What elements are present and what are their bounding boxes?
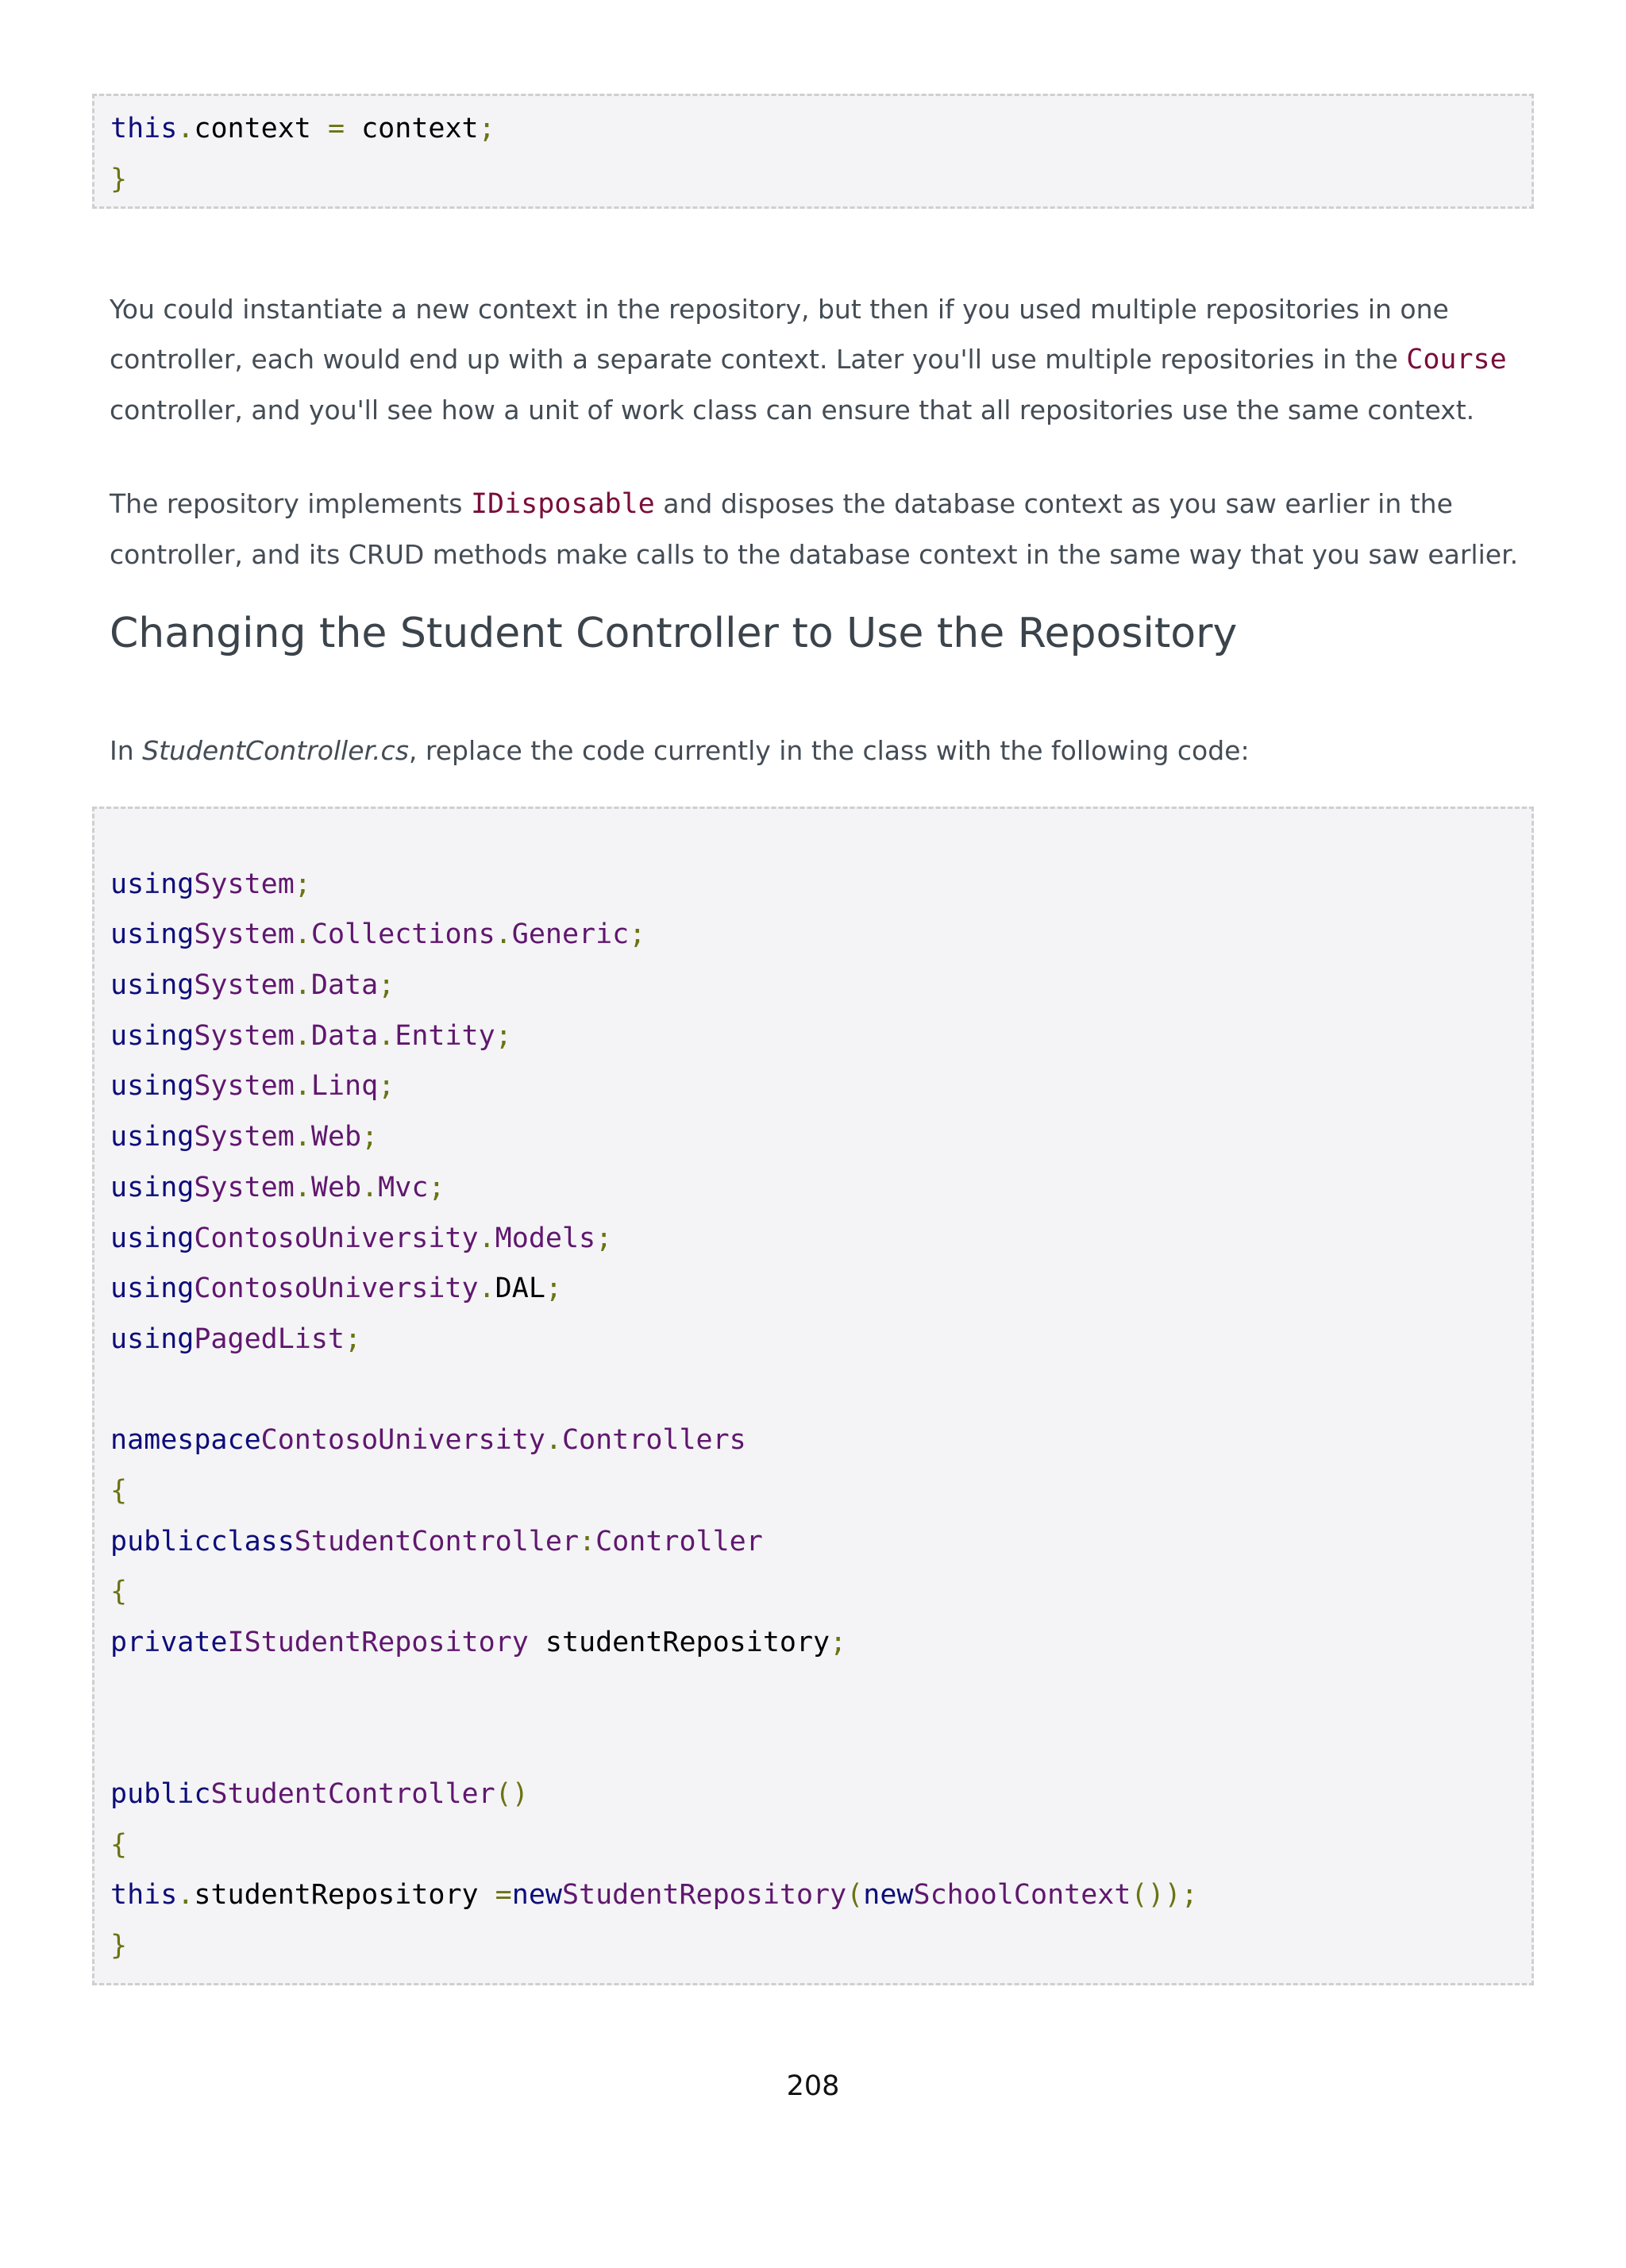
paragraph-text: and disposes the database context as you saw earlier in the controller, and its CRUD methods make calls to the database context in the same way that you saw earlier. bbox=[110, 488, 1519, 570]
code-token: = bbox=[327, 113, 345, 144]
code-line bbox=[110, 1264, 1532, 1315]
code-token: System bbox=[194, 868, 295, 900]
paragraph-text: The repository implements bbox=[110, 488, 471, 519]
code-token: StudentRepository bbox=[561, 1879, 847, 1912]
code-token: using bbox=[110, 969, 195, 1002]
code-line bbox=[110, 155, 1532, 206]
code-token: using bbox=[110, 1019, 195, 1052]
code-token: System bbox=[194, 1171, 295, 1203]
code-token: () bbox=[495, 1778, 529, 1811]
code-line bbox=[110, 1567, 1532, 1618]
code-token: { bbox=[110, 1576, 128, 1608]
code-token: { bbox=[110, 1474, 128, 1507]
code-token: using bbox=[110, 1121, 195, 1153]
code-token: studentRepository bbox=[528, 1627, 830, 1658]
code-line bbox=[110, 860, 1532, 911]
code-line bbox=[110, 1214, 1532, 1265]
inline-code-course: Course bbox=[1406, 344, 1507, 375]
code-token: IStudentRepository bbox=[227, 1627, 529, 1658]
code-token: this bbox=[110, 1879, 178, 1912]
paragraph-text: In bbox=[110, 735, 143, 766]
code-token: Mvc bbox=[378, 1171, 429, 1203]
code-token: DAL bbox=[495, 1273, 545, 1305]
paragraph-context-explanation bbox=[110, 284, 1531, 435]
code-token: Linq bbox=[310, 1070, 379, 1103]
code-token: { bbox=[110, 1828, 128, 1861]
code-token: private bbox=[110, 1627, 228, 1658]
code-token: . bbox=[294, 1171, 311, 1203]
code-line bbox=[110, 1112, 1532, 1163]
code-token: using bbox=[110, 1323, 195, 1355]
code-line bbox=[110, 1618, 1532, 1669]
paragraph-text: You could instantiate a new context in the repository, but then if you used multiple repositories in one controller, each would end up with a separate context. Later you'll use multiple repositories in the bbox=[110, 294, 1449, 375]
code-token: new bbox=[863, 1879, 914, 1912]
code-line bbox=[110, 1921, 1532, 1972]
code-token: SchoolContext bbox=[913, 1879, 1131, 1912]
code-token: Generic bbox=[511, 918, 630, 951]
paragraph-instructions bbox=[110, 726, 1531, 776]
code-block-context-assignment bbox=[92, 94, 1534, 209]
code-token: . bbox=[177, 1879, 195, 1912]
code-line bbox=[110, 1061, 1532, 1112]
code-token: . bbox=[294, 918, 311, 951]
code-token: Controllers bbox=[561, 1424, 746, 1457]
code-token: ContosoUniversity bbox=[194, 1222, 479, 1254]
code-block-student-controller bbox=[92, 807, 1534, 1985]
code-token: . bbox=[294, 1019, 311, 1052]
code-token: . bbox=[478, 1273, 495, 1305]
code-token: . bbox=[177, 113, 195, 144]
code-token: public bbox=[110, 1778, 211, 1811]
code-line bbox=[110, 1820, 1532, 1871]
code-line bbox=[110, 1669, 1532, 1719]
code-token: StudentController bbox=[294, 1525, 580, 1558]
code-token: using bbox=[110, 1171, 195, 1203]
code-token: Entity bbox=[395, 1019, 495, 1052]
code-token: ; bbox=[361, 1121, 379, 1153]
code-token: this bbox=[110, 113, 178, 144]
code-line bbox=[110, 1315, 1532, 1365]
code-token: . bbox=[378, 1019, 395, 1052]
code-token: class bbox=[210, 1525, 295, 1558]
code-token: using bbox=[110, 1070, 195, 1103]
code-line bbox=[110, 1870, 1532, 1921]
code-token: } bbox=[110, 1930, 128, 1962]
code-token: System bbox=[194, 918, 295, 951]
code-token: = bbox=[495, 1879, 512, 1912]
code-token: ; bbox=[629, 918, 646, 951]
code-token: ; bbox=[595, 1222, 613, 1254]
code-token: Data bbox=[310, 1019, 379, 1052]
paragraph-idisposable bbox=[110, 479, 1531, 580]
code-token: ContosoUniversity bbox=[194, 1273, 479, 1305]
code-line bbox=[110, 1719, 1532, 1769]
code-token: using bbox=[110, 918, 195, 951]
code-token: ; bbox=[428, 1171, 445, 1203]
code-token: ; bbox=[495, 1019, 512, 1052]
code-line bbox=[110, 1466, 1532, 1517]
code-token: Web bbox=[310, 1121, 362, 1153]
code-token: Data bbox=[310, 969, 379, 1002]
code-token: using bbox=[110, 1222, 195, 1254]
code-token: } bbox=[110, 163, 128, 195]
code-line bbox=[110, 961, 1532, 1011]
code-token: System bbox=[194, 1019, 295, 1052]
code-token: Collections bbox=[310, 918, 495, 951]
code-token: ( bbox=[846, 1879, 864, 1912]
code-token: ; bbox=[294, 868, 311, 900]
page-number: 208 bbox=[786, 2070, 840, 2102]
code-token: new bbox=[511, 1879, 562, 1912]
code-token: . bbox=[478, 1222, 495, 1254]
code-token: . bbox=[361, 1171, 379, 1203]
code-token: context bbox=[345, 113, 479, 144]
code-token: Web bbox=[310, 1171, 362, 1203]
code-token: ; bbox=[345, 1323, 362, 1355]
code-token: namespace bbox=[110, 1424, 261, 1457]
code-line bbox=[110, 1163, 1532, 1214]
code-token: ()); bbox=[1131, 1879, 1198, 1912]
code-line bbox=[110, 104, 1532, 155]
code-token: . bbox=[294, 969, 311, 1002]
code-token: . bbox=[545, 1424, 562, 1457]
code-token: ; bbox=[830, 1627, 847, 1658]
code-line bbox=[110, 1769, 1532, 1820]
inline-code-idisposable: IDisposable bbox=[470, 488, 655, 520]
code-token: . bbox=[294, 1070, 311, 1103]
code-token: ; bbox=[478, 113, 495, 144]
code-token: context bbox=[194, 113, 328, 144]
code-token: StudentController bbox=[210, 1778, 495, 1811]
section-heading: Changing the Student Controller to Use the Repository bbox=[110, 610, 1238, 657]
code-line bbox=[110, 1517, 1532, 1568]
code-token: using bbox=[110, 868, 195, 900]
code-line bbox=[110, 1415, 1532, 1466]
code-token: ; bbox=[378, 1070, 395, 1103]
code-token: System bbox=[194, 1070, 295, 1103]
code-token: ContosoUniversity bbox=[260, 1424, 545, 1457]
code-token: : bbox=[579, 1525, 596, 1558]
file-name: StudentController.cs bbox=[142, 735, 409, 766]
code-token: . bbox=[495, 918, 512, 951]
paragraph-text: , replace the code currently in the class with the following code: bbox=[408, 735, 1250, 766]
code-token: PagedList bbox=[194, 1323, 345, 1355]
code-token: Models bbox=[495, 1222, 596, 1254]
code-token: . bbox=[294, 1121, 311, 1153]
code-token: using bbox=[110, 1273, 195, 1305]
code-token: ; bbox=[378, 969, 395, 1002]
code-token: studentRepository bbox=[194, 1879, 495, 1912]
code-line bbox=[110, 809, 1532, 860]
code-token: System bbox=[194, 969, 295, 1002]
code-token: System bbox=[194, 1121, 295, 1153]
code-token: ; bbox=[545, 1273, 562, 1305]
paragraph-text: controller, and you'll see how a unit of work class can ensure that all repositories use the same context. bbox=[110, 395, 1475, 425]
code-line bbox=[110, 1365, 1532, 1416]
code-line bbox=[110, 910, 1532, 961]
code-token: Controller bbox=[595, 1525, 763, 1558]
code-line bbox=[110, 1011, 1532, 1062]
code-token: public bbox=[110, 1525, 211, 1558]
